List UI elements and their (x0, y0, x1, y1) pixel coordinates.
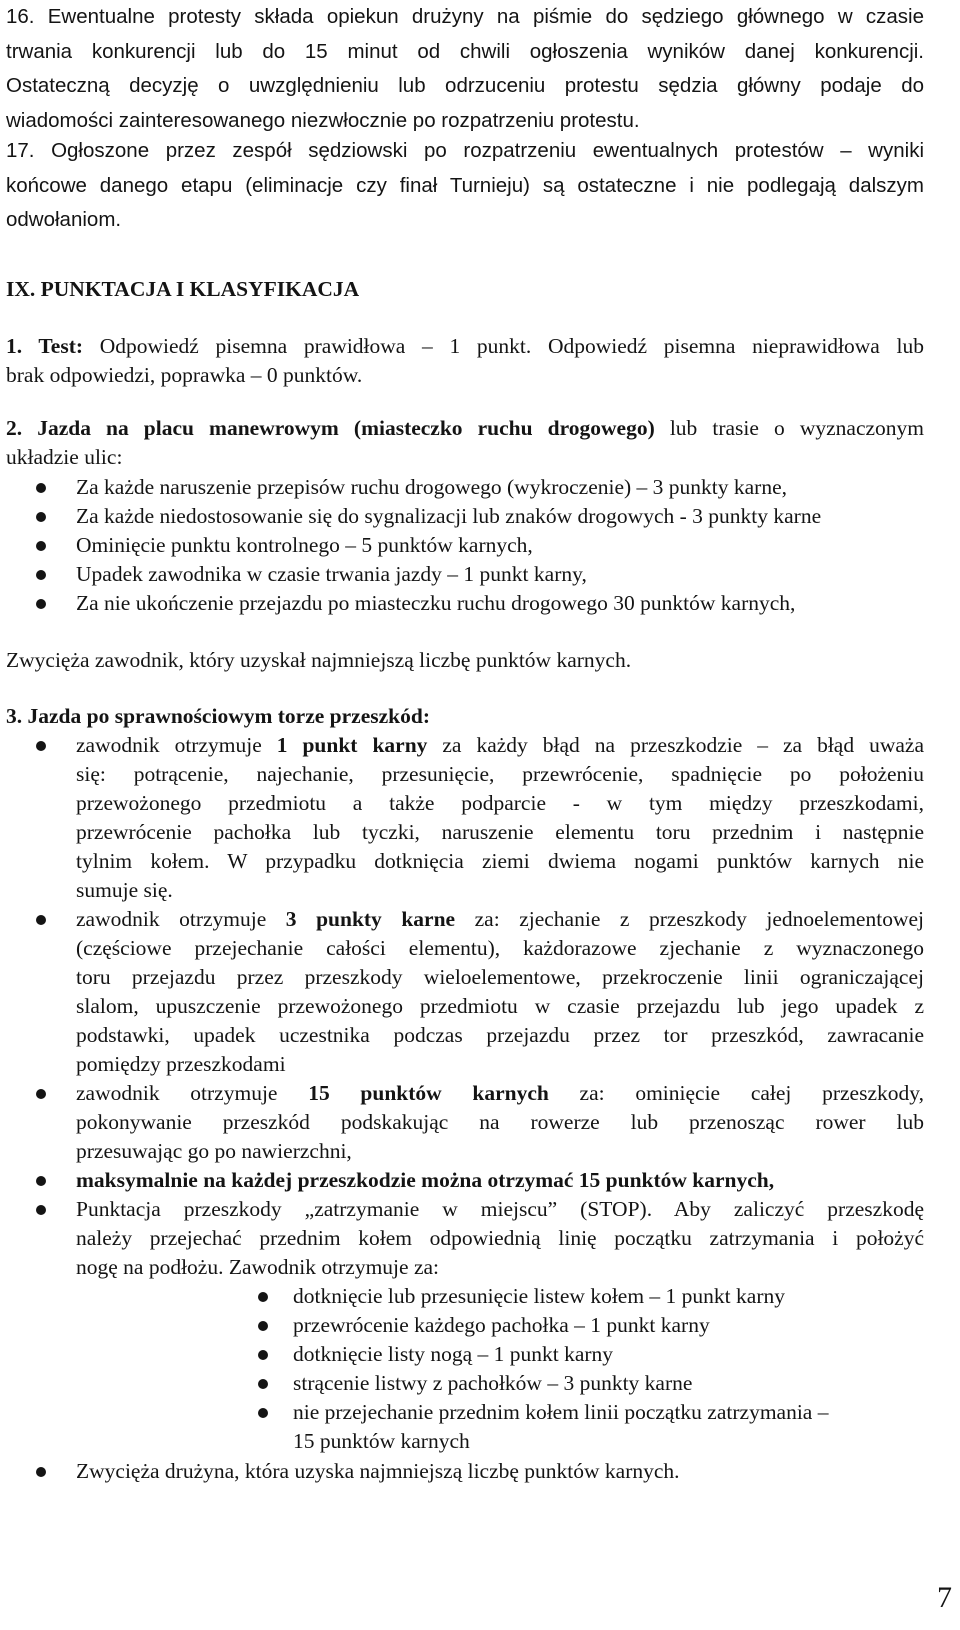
text-line: nogę na podłożu. Zawodnik otrzymuje za: (76, 1255, 440, 1279)
test-text: Odpowiedź pisemna prawidłowa – 1 punkt. Odpowiedź pisemna nieprawidłowa lub (99, 334, 924, 358)
text-line: odwołaniom. (6, 208, 122, 231)
obstacle-course-heading (6, 702, 924, 731)
bullet-icon (36, 741, 46, 751)
text-line: Zwycięża zawodnik, który uzyskał najmniejszą liczbę punktów karnych. (6, 648, 632, 672)
list-item: przewrócenie każdego pachołka – 1 punkt karny (258, 1311, 938, 1340)
bullet-icon (36, 1089, 46, 1099)
text-line: końcowe danego etapu (eliminacje czy finał Turnieju) są ostateczne i nie podlegają dalszym (6, 173, 924, 197)
bullet-icon (36, 1176, 46, 1186)
bullet-icon (36, 483, 46, 493)
text-line: się: potrącenie, najechanie, przesunięcie, przewrócenie, spadnięcie po położeniu (76, 762, 924, 786)
list-item-continuation: 15 punktów karnych (293, 1429, 470, 1453)
page-number: 7 (937, 1581, 952, 1614)
text-line: pokonywanie przeszkód podskakując na rowerze lub przenosząc rower lub (76, 1110, 924, 1134)
text-line: przewrócenie pachołka lub tyczki, naruszenie elementu toru przednim i następnie (76, 820, 924, 844)
obstacle-rule-6 (36, 1457, 924, 1486)
obstacle-rule-1: zawodnik otrzymuje 1 punkt karny za każdy błąd na przeszkodzie – za błąd uważa się: potrącenie, najechanie, przesunięcie, przewrócenie, spadnięcie po położeniu przewożonego przedmiotu a także podparcie - w tym między przeszkodami, przewrócenie pachołka lub tyczki, naruszenie elementu toru przednim i następnie tylnim kołem. W przypadku dotknięcia ziemi dwiema nogami punktów karnych nie sumuje się. (36, 731, 924, 905)
bullet-icon (258, 1408, 268, 1418)
obstacle-rule-2: zawodnik otrzymuje 3 punkty karne za: zjechanie z przeszkody jednoelementowej (częściowe przejechanie całości elementu), każdorazowe zjechanie z wyznaczonego toru przejazdu przez przeszkody wieloelementowe, przekroczenie linii ograniczającej slalom, upuszczenie przewożonego przedmiotu w czasie przejazdu lub jego upadek z podstawki, upadek uczestnika podczas przejazdu przez tor przeszkód, zawracanie pomiędzy przeszkodami (36, 905, 924, 1079)
maneuver-winner (6, 646, 924, 675)
section-title: IX. PUNKTACJA I KLASYFIKACJA (6, 277, 360, 301)
obstacle-rule-5 (36, 1195, 924, 1282)
scoring-test (6, 332, 924, 390)
bullet-icon (36, 541, 46, 551)
text-line: maksymalnie na każdej przeszkodzie można otrzymać 15 punktów karnych, (76, 1168, 775, 1192)
text-line: trwania konkurencji lub do 15 minut od chwili ogłoszenia wyników danej konkurencji. (6, 39, 924, 63)
list-item: dotknięcie lub przesunięcie listew kołem – 1 punkt karny (258, 1282, 938, 1311)
bullet-icon (258, 1379, 268, 1389)
text-line: sumuje się. (76, 878, 173, 902)
text-line: układzie ulic: (6, 445, 123, 469)
maneuver-title: Jazda na placu manewrowym (miasteczko ruchu drogowego) (37, 416, 655, 440)
bullet-icon (258, 1321, 268, 1331)
text-line: brak odpowiedzi, poprawka – 0 punktów. (6, 363, 363, 387)
list-item: Za każde niedostosowanie się do sygnalizacji lub znaków drogowych - 3 punkty karne (36, 502, 936, 531)
text-line: podstawki, upadek uczestnika podczas przejazdu przez tor przeszkód, zawracanie (76, 1023, 924, 1047)
maneuver-penalty-list (36, 473, 936, 618)
paragraph-16 (6, 0, 924, 138)
list-item: Upadek zawodnika w czasie trwania jazdy – 1 punkt karny, (36, 560, 936, 589)
text-line: Ostateczną decyzję o uwzględnieniu lub odrzuceniu protestu sędzia główny podaje do (6, 74, 924, 97)
bullet-icon (36, 512, 46, 522)
test-label: 1. Test: (6, 334, 84, 358)
paragraph-17 (6, 134, 924, 238)
list-item: Za każde naruszenie przepisów ruchu drogowego (wykroczenie) – 3 punkty karne, (36, 473, 936, 502)
maneuver-label: 2. (6, 416, 23, 440)
section-heading (6, 275, 924, 304)
scoring-maneuver-yard (6, 414, 924, 472)
text-line: toru przejazdu przez przeszkody wieloelementowe, przekroczenie linii ograniczającej (76, 965, 924, 989)
text-line: Zwycięża drużyna, która uzyska najmniejszą liczbę punktów karnych. (76, 1459, 680, 1483)
text-line: (częściowe przejechanie całości elementu), każdorazowe zjechanie z wyznaczonego (76, 936, 924, 960)
bullet-icon (36, 915, 46, 925)
text-line: wiadomości zainteresowanego niezwłocznie po rozpatrzeniu protestu. (6, 108, 640, 132)
text-line: tylnim kołem. W przypadku dotknięcia ziemi dwiema nogami punktów karnych nie (76, 849, 924, 873)
text-fragment: lub trasie o wyznaczonym (654, 416, 925, 440)
text-line: 16. Ewentualne protesty składa opiekun drużyny na piśmie do sędziego głównego w czasie (6, 5, 924, 28)
list-item: strącenie listwy z pachołków – 3 punkty karne (258, 1369, 938, 1398)
text-line: przewożonego przedmiotu a także podparcie - w tym między przeszkodami, (76, 791, 924, 815)
stop-penalty-list (258, 1282, 938, 1456)
text-line: przesuwając go po nawierzchni, (76, 1139, 352, 1163)
list-item: nie przejechanie przednim kołem linii początku zatrzymania – (258, 1398, 938, 1427)
bullet-icon (258, 1350, 268, 1360)
obstacle-rule-4 (36, 1166, 924, 1195)
list-item: Ominięcie punktu kontrolnego – 5 punktów karnych, (36, 531, 936, 560)
text-line: slalom, upuszczenie przewożonego przedmiotu w czasie przejazdu lub jego upadek z (76, 994, 924, 1018)
bullet-icon (36, 1205, 46, 1215)
bullet-icon (36, 570, 46, 580)
bullet-icon (36, 599, 46, 609)
bullet-icon (258, 1292, 268, 1302)
obstacle-course-title: 3. Jazda po sprawnościowym torze przeszkód: (6, 704, 430, 728)
list-item: Za nie ukończenie przejazdu po miasteczku ruchu drogowego 30 punktów karnych, (36, 589, 936, 618)
bullet-icon (36, 1467, 46, 1477)
text-line: 17. Ogłoszone przez zespół sędziowski po rozpatrzeniu ewentualnych protestów – wyniki (6, 139, 924, 162)
text-line: pomiędzy przeszkodami (76, 1052, 286, 1076)
obstacle-rule-3: zawodnik otrzymuje 15 punktów karnych za: ominięcie całej przeszkody, pokonywanie przeszkód podskakując na rowerze lub przenosząc rower lub przesuwając go po nawierzchni, (36, 1079, 924, 1166)
list-item: dotknięcie listy nogą – 1 punkt karny (258, 1340, 938, 1369)
text-line: Punktacja przeszkody „zatrzymanie w miejscu” (STOP). Aby zaliczyć przeszkodę (76, 1197, 924, 1221)
text-line: należy przejechać przednim kołem odpowiednią linię początku zatrzymania i położyć (76, 1226, 924, 1250)
